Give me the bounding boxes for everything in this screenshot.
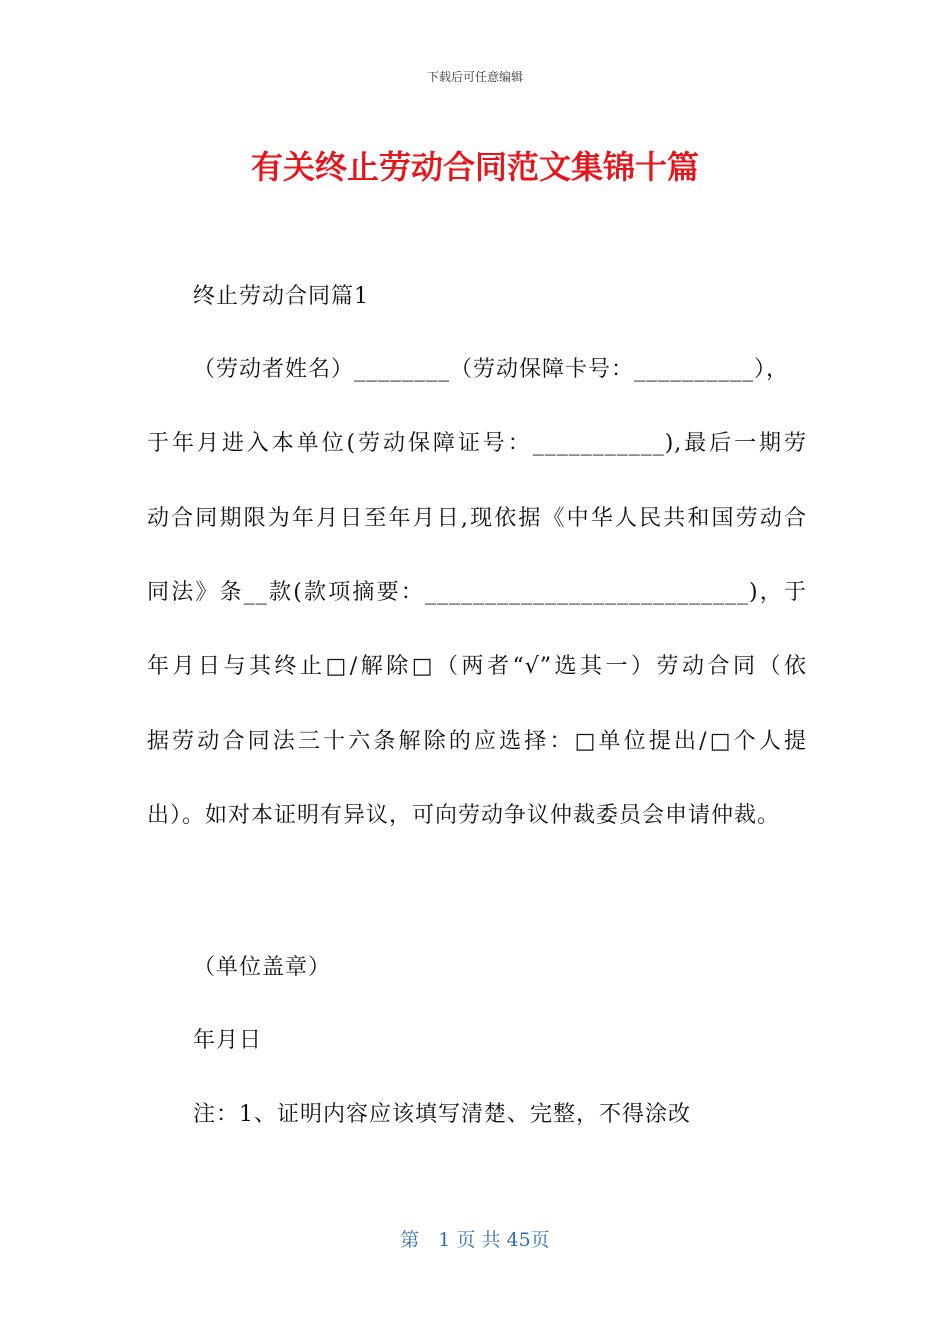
page-footer: 第 1 页 共 45页	[400, 1229, 550, 1251]
body-line-3: 动合同期限为年月日至年月日,现依据《中华人民共和国劳动合	[147, 506, 807, 531]
seal-line: （单位盖章）	[193, 955, 332, 980]
body-line-2: 于年月进入本单位(劳动保障证号：___________),最后一期劳	[147, 431, 807, 456]
body-line-1: （劳动者姓名）________（劳动保障卡号：__________），	[193, 357, 790, 382]
body-line-4: 同法》条__款(款项摘要：___________________________)，于	[147, 580, 807, 605]
body-line-5: 年月日与其终止□/解除□（两者“√”选其一）劳动合同（依	[147, 654, 807, 679]
header-note: 下载后可任意编辑	[426, 70, 523, 84]
body-line-6: 据劳动合同法三十六条解除的应选择：□单位提出/□个人提	[147, 729, 807, 754]
section-heading: 终止劳动合同篇1	[193, 284, 369, 309]
date-line: 年月日	[193, 1028, 263, 1053]
body-line-7: 出）。如对本证明有异议，可向劳动争议仲裁委员会申请仲裁。	[147, 803, 781, 828]
note-line: 注：1、证明内容应该填写清楚、完整，不得涂改	[193, 1102, 691, 1127]
document-title: 有关终止劳动合同范文集锦十篇	[250, 148, 699, 186]
